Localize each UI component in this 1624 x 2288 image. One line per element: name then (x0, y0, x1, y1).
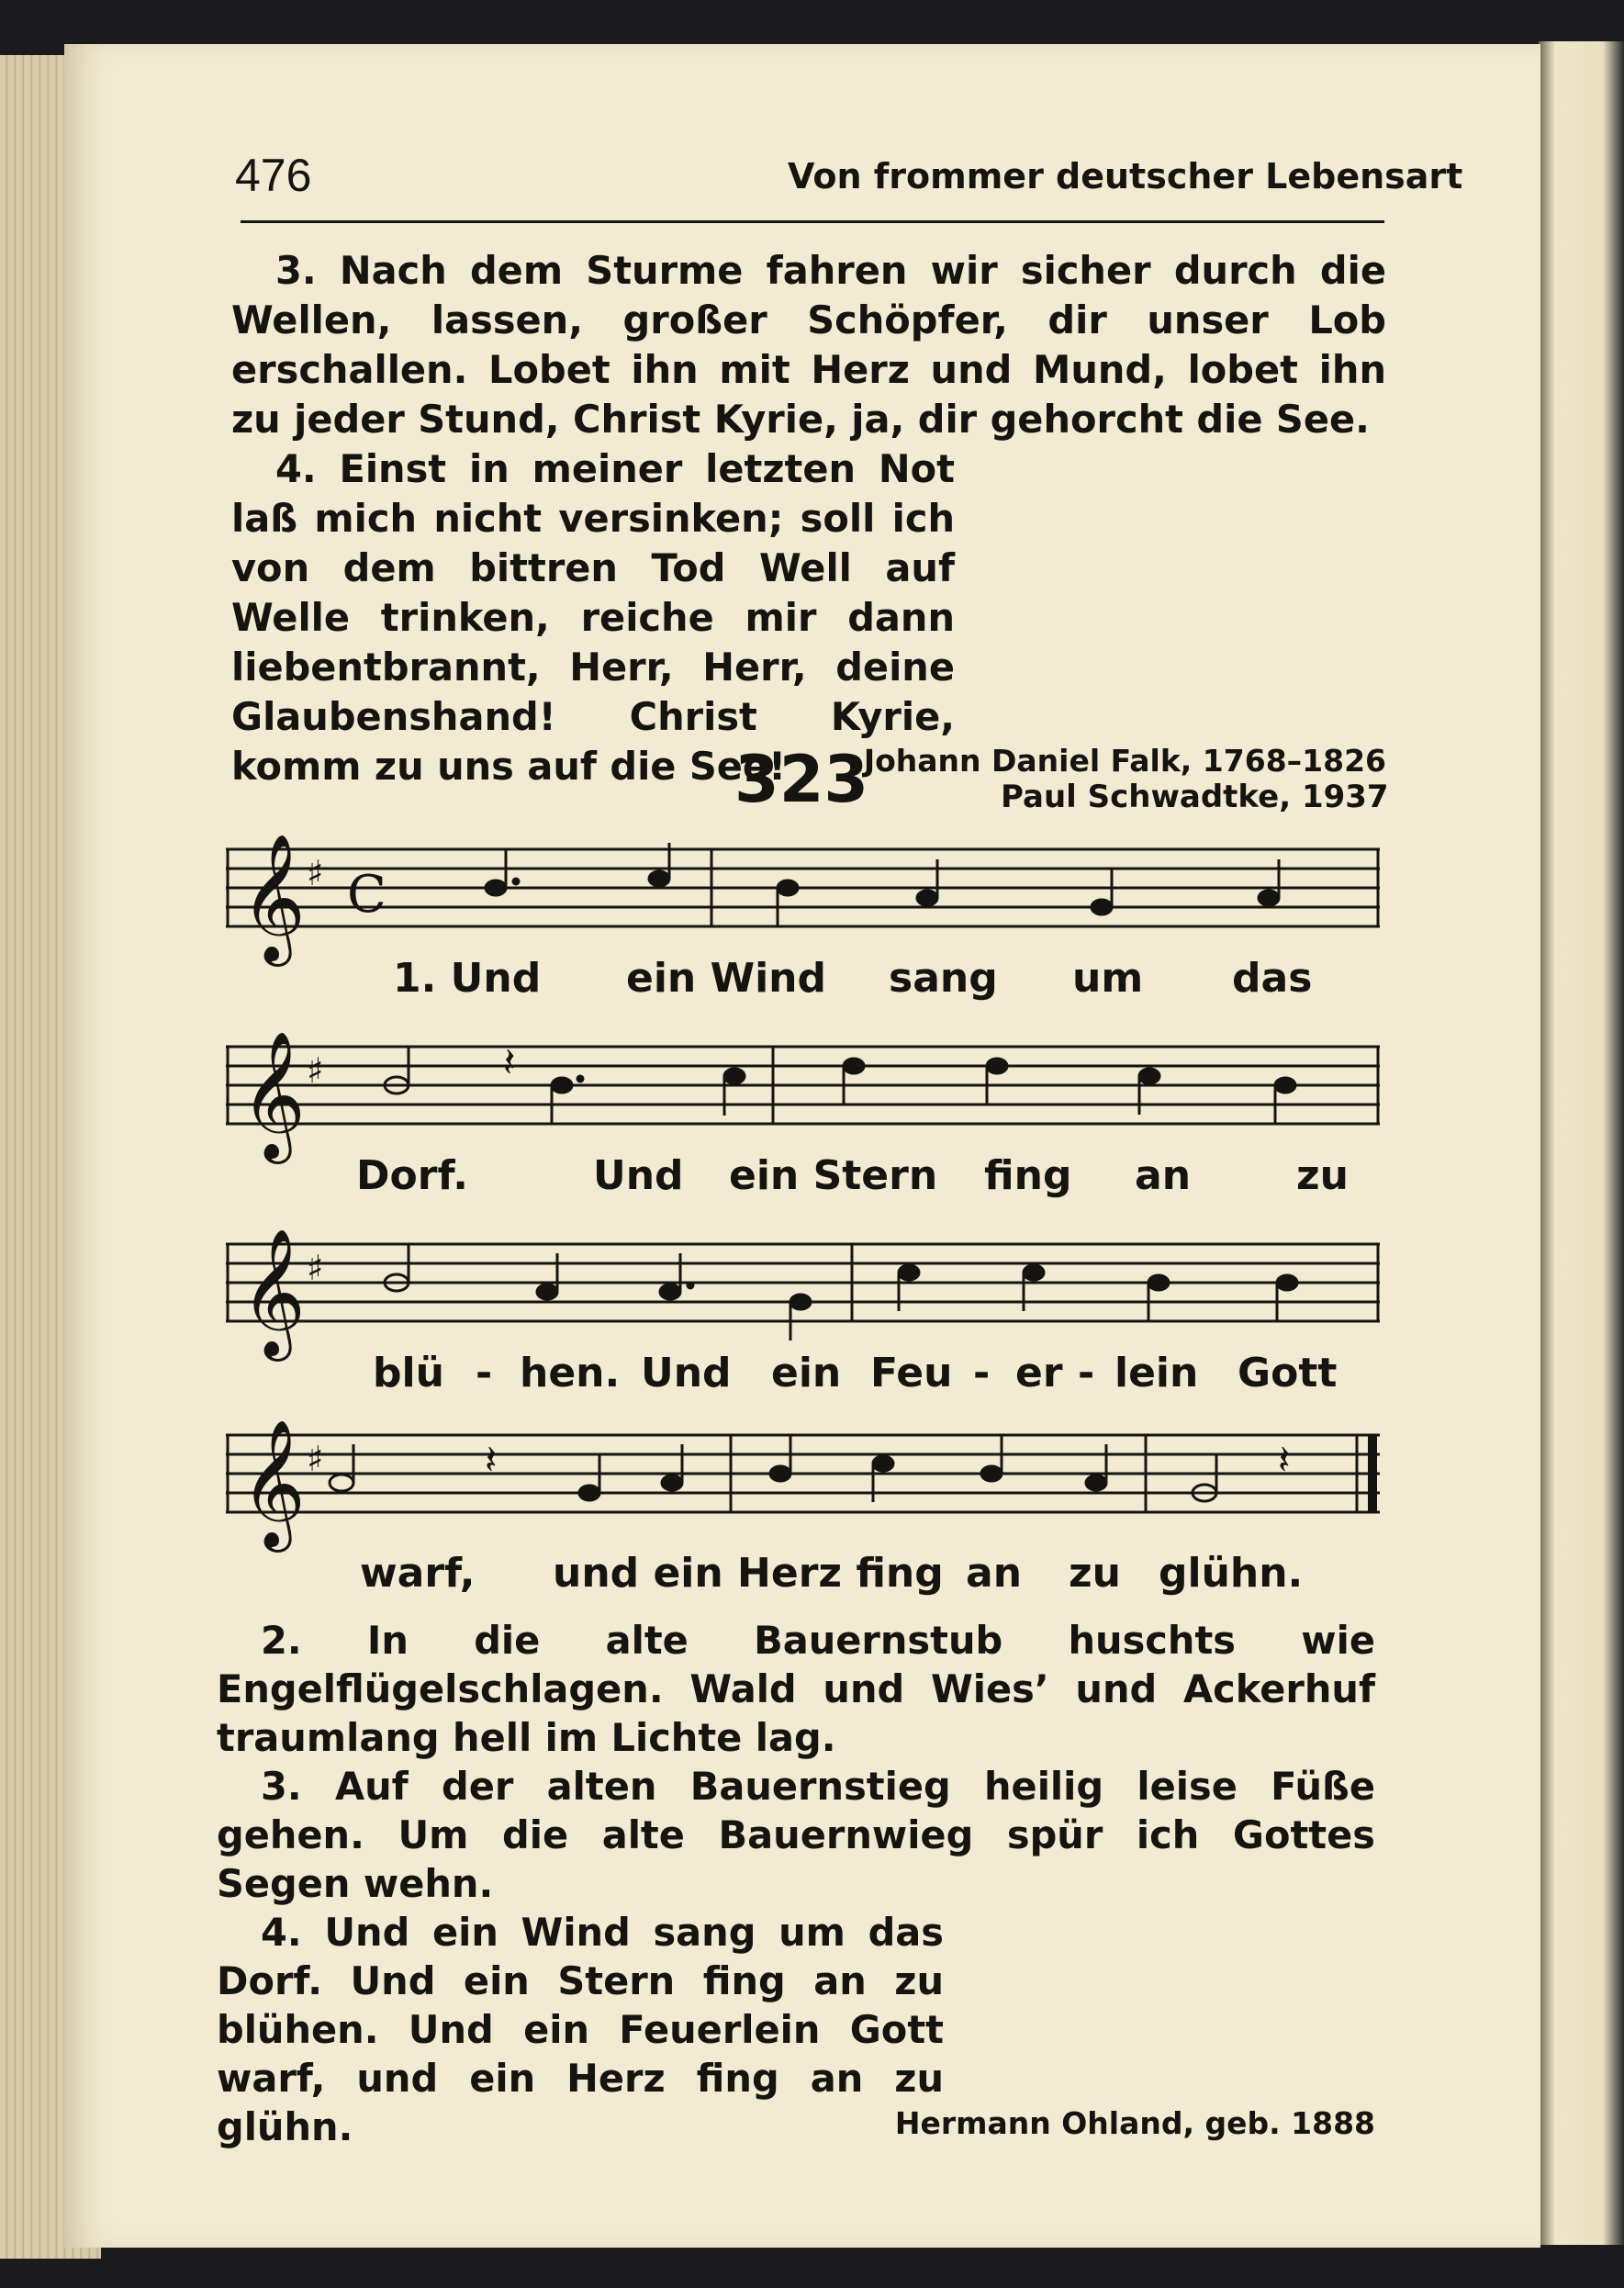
treble-clef-icon: 𝄞 (241, 834, 306, 961)
hymn-323-stanza-4: 4. Und ein Wind sang um das Dorf. Und ein Stern fing an zu blühen. Und ein Feuerlein Gott warf, und ein Herz fing an zu glühn. (217, 1910, 944, 2149)
lyric-word: 1. Und (393, 955, 542, 1002)
lyric-word: zu (1296, 1152, 1349, 1199)
lyric-word: an (966, 1550, 1023, 1597)
lyric-word: Feu (870, 1350, 953, 1396)
lyric-word: sang (889, 955, 998, 1002)
hymn-322-author: Johann Daniel Falk, 1768–1826 (863, 743, 1386, 779)
staff-2 (226, 1031, 1380, 1164)
treble-clef-icon: 𝄞 (241, 1228, 306, 1356)
lyric-hyphen: - (973, 1350, 991, 1396)
lyric-word: ein (771, 1350, 842, 1396)
hymn-composer: Paul Schwadtke, 1937 (1001, 779, 1389, 815)
page-number: 476 (235, 150, 312, 201)
lyric-word: Dorf. (356, 1152, 468, 1199)
lyric-word: fing (984, 1152, 1072, 1199)
quarter-rest-icon: 𝄽 (485, 1437, 498, 1484)
staff-1 (226, 834, 1380, 967)
hymn-number: 323 (734, 742, 869, 817)
hymn-322-stanza-3: 3. Nach dem Sturme fahren wir sicher durch die Wellen, lassen, großer Schöpfer, dir unser Lob erschallen. Lobet ihn mit Herz und Mund, lobet ihn zu jeder Stund, Christ Kyrie, ja, dir gehorcht die See. (231, 248, 1386, 442)
lyric-hyphen: - (476, 1350, 493, 1396)
quarter-rest-icon: 𝄽 (1278, 1437, 1291, 1484)
lyric-word: lein (1114, 1350, 1199, 1396)
sharp-sign-icon: ♯ (307, 1439, 324, 1479)
lyric-word: blü (373, 1350, 444, 1396)
lyric-word: das (1232, 955, 1313, 1002)
treble-clef-icon: 𝄞 (241, 1031, 306, 1159)
sharp-sign-icon: ♯ (307, 1050, 324, 1091)
lyric-word: Gott (1238, 1350, 1338, 1396)
lyric-word: und ein Herz fing (553, 1550, 944, 1597)
hymn-323-stanza-2: 2. In die alte Bauernstub huschts wie Engelflügelschlagen. Wald und Wies’ und Ackerhuf traumlang hell im Lichte lag. (217, 1618, 1375, 1760)
lyric-word: um (1072, 955, 1144, 1002)
running-title: Von frommer deutscher Lebensart (788, 156, 1463, 196)
common-time-icon: C (347, 865, 386, 925)
hymn-323-stanza-3: 3. Auf der alten Bauernstieg heilig leise Füße gehen. Um die alte Bauernwieg spür ich Gottes Segen wehn. (217, 1764, 1375, 1906)
lyric-word: warf, (360, 1550, 476, 1597)
treble-clef-icon: 𝄞 (241, 1419, 306, 1547)
sharp-sign-icon: ♯ (307, 1248, 324, 1288)
lyric-word: zu (1069, 1550, 1121, 1597)
quarter-rest-icon: 𝄽 (503, 1039, 516, 1086)
lyric-word: an (1135, 1152, 1192, 1199)
hymn-323-verses (217, 1616, 1375, 2151)
hymn-323-author: Hermann Ohland, geb. 1888 (894, 2105, 1375, 2141)
staff-4 (226, 1419, 1380, 1553)
hymn-322-stanza-4: 4. Einst in meiner letzten Not laß mich nicht versinken; soll ich von dem bittren Tod Well auf Welle trinken, reiche mir dann liebentbrannt, Herr, Herr, deine Glaubenshand! Christ Kyrie, komm zu uns auf die See! (231, 446, 955, 789)
lyric-word: hen. (520, 1350, 621, 1396)
lyric-word: glühn. (1159, 1550, 1304, 1597)
lyric-hyphen: - (1078, 1350, 1095, 1396)
staff-3 (226, 1228, 1380, 1362)
lyric-word: ein Wind (626, 955, 827, 1002)
lyric-word: er (1015, 1350, 1063, 1396)
lyric-word: Und (641, 1350, 732, 1396)
lyric-word: Und (593, 1152, 684, 1199)
lyric-word: ein Stern (729, 1152, 938, 1199)
sharp-sign-icon: ♯ (307, 853, 324, 893)
